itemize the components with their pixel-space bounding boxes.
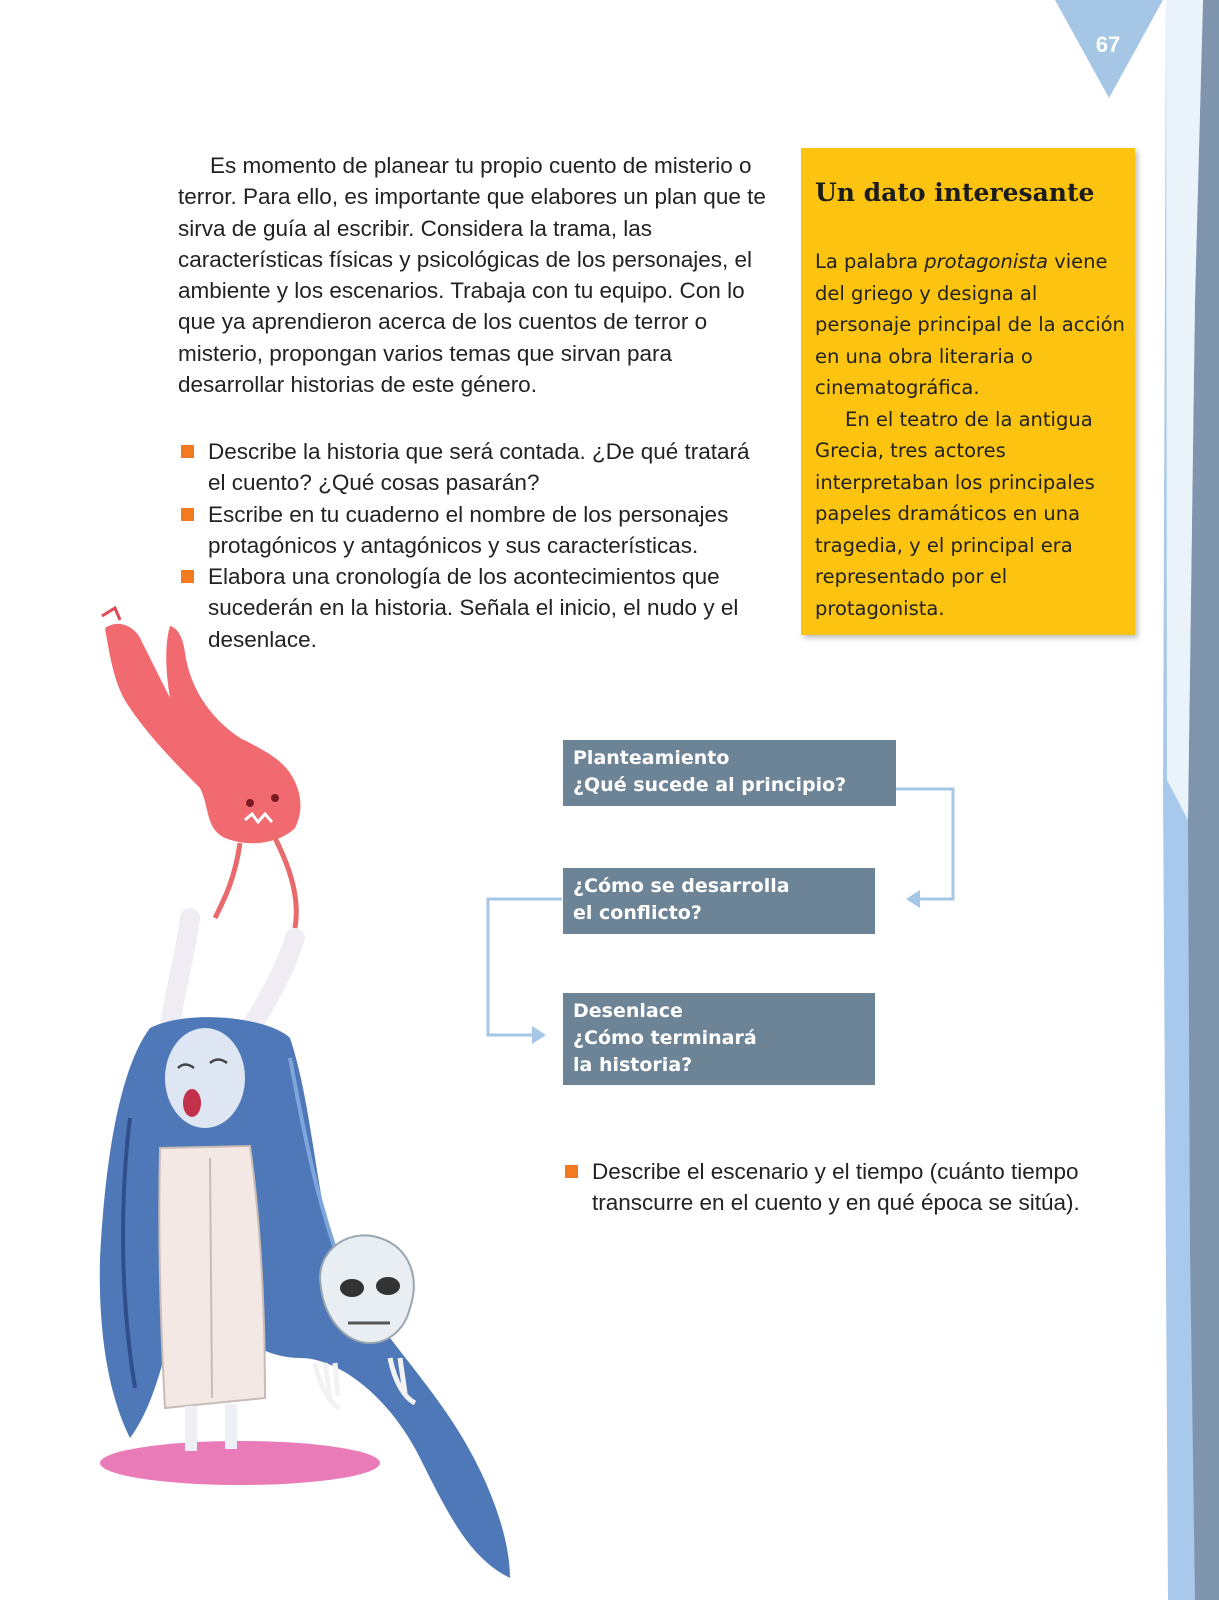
fact-p2: En el teatro de la antigua Grecia, tres actores interpretaban los principales papeles dramáticos en una tragedia, y el principal era representado por el protagonista. [815, 407, 1095, 620]
page-number: 67 [1095, 32, 1121, 57]
leg [225, 1404, 237, 1449]
flow-box-conflicto [563, 868, 875, 934]
skeleton-hand [315, 1363, 340, 1408]
setting-list [562, 1156, 1122, 1219]
fact-box-title: Un dato interesante [815, 178, 1095, 207]
flow-box-line: Planteamiento [573, 747, 730, 769]
flow-box-line: Desenlace [573, 1000, 683, 1022]
list-item-text: Describe la historia que será contada. ¿De qué tratará el cuento? ¿Qué cosas pasarán? [208, 439, 750, 496]
flow-box-desenlace [563, 993, 875, 1085]
fact-p1-end: viene del griego y designa al personaje principal de la acción en una obra literaria o cinematográfica. [815, 250, 1125, 399]
girl-ghost-illustration [90, 598, 550, 1583]
flow-box-line: el conflicto? [573, 902, 702, 924]
list-item [562, 1156, 1122, 1219]
left-arm [170, 918, 190, 1028]
open-mouth [183, 1089, 201, 1117]
list-item-text: Escribe en tu cuaderno el nombre de los personajes protagónicos y antagónicos y sus características. [208, 501, 729, 558]
arrowhead-icon [906, 890, 920, 908]
list-item-text: Describe el escenario y el tiempo (cuánto tiempo transcurre en el cuento y en qué época se sitúa). [592, 1159, 1080, 1216]
fact-p1-start: La palabra [815, 250, 925, 273]
red-ghost-icon [102, 608, 300, 928]
flow-box-line: la historia? [573, 1054, 693, 1076]
list-item-text: Elabora una cronología de los acontecimientos que sucederán en la historia. Señala el inicio, el nudo y el desenlace. [208, 564, 739, 652]
flow-box-line: ¿Cómo terminará [573, 1027, 757, 1049]
fact-p1-emphasis: protagonista [924, 250, 1049, 273]
flow-box-line: ¿Qué sucede al principio? [573, 774, 847, 796]
flow-box-planteamiento [563, 740, 896, 806]
right-arm [250, 938, 295, 1028]
leg [185, 1406, 197, 1451]
flow-box-line: ¿Cómo se desarrolla [573, 875, 790, 897]
floor-stain [100, 1441, 380, 1485]
connector-1-to-2 [895, 789, 953, 899]
face [165, 1028, 245, 1128]
bullet-square-icon [565, 1165, 578, 1178]
intro-text: Es momento de planear tu propio cuento de misterio o terror. Para ello, es importante que elabores un plan que te sirva de guía al escribir. Considera la trama, las características físicas y psicológicas de los personajes, el ambiente y los escenarios. Trabaja con tu equipo. Con lo que ya aprendieron acerca de los cuentos de terror o misterio, propongan varios temas que sirvan para desarrollar historias de este género. [178, 153, 766, 398]
